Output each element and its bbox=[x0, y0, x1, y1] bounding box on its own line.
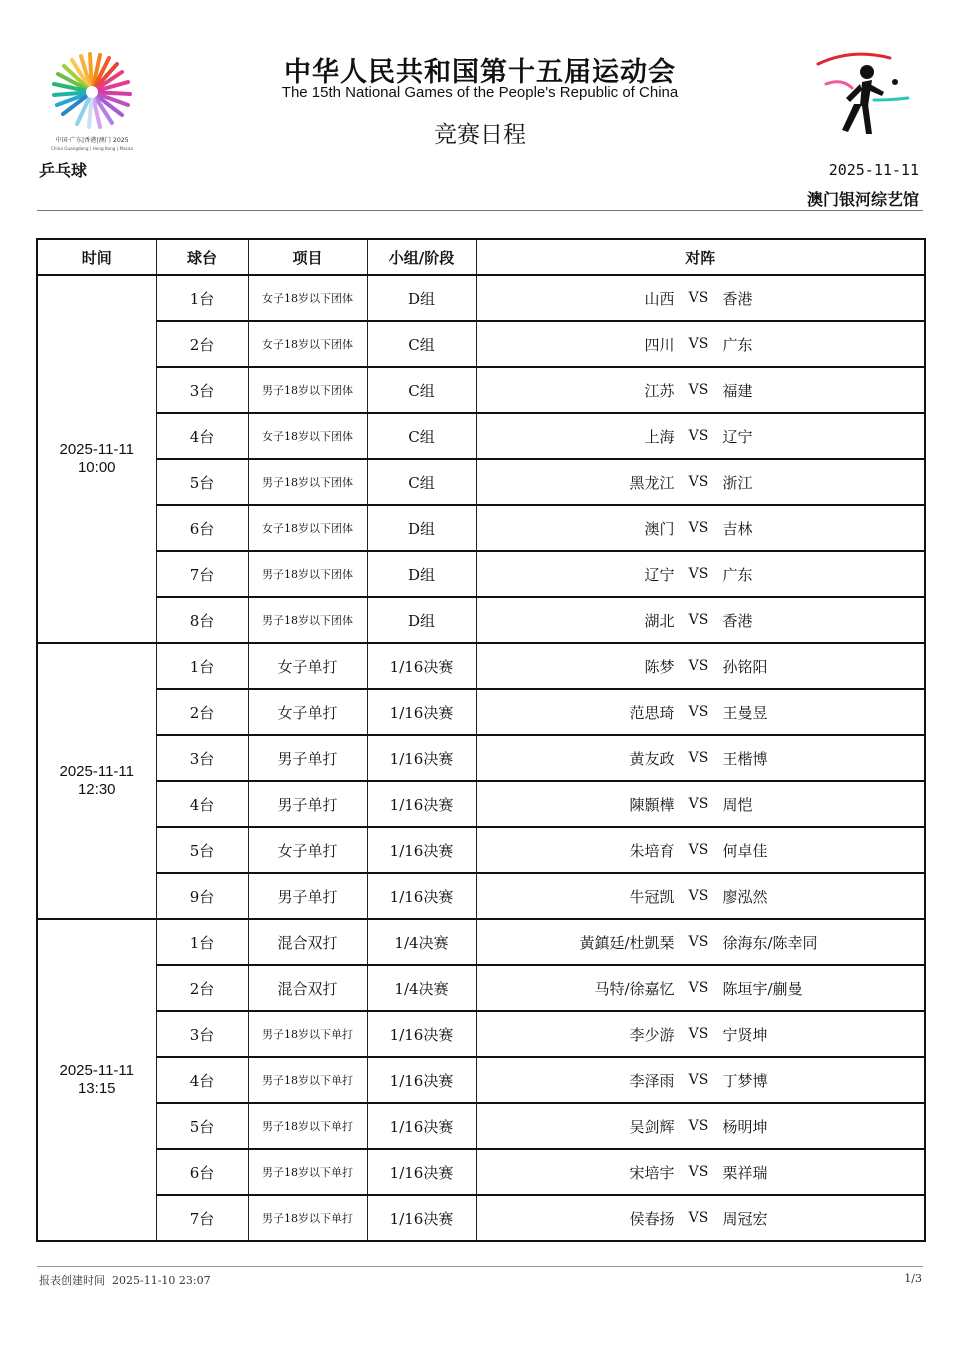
matchup bbox=[476, 873, 925, 919]
player-2: 福建 bbox=[722, 381, 753, 400]
vs-label: VS bbox=[688, 888, 709, 904]
event-name: 男子18岁以下单打 bbox=[248, 1103, 367, 1149]
report-created-label: 报表创建时间 bbox=[39, 1274, 105, 1287]
table-number: 5台 bbox=[156, 459, 248, 505]
report-created bbox=[39, 1272, 211, 1288]
event-name: 男子18岁以下单打 bbox=[248, 1195, 367, 1241]
stage-name: C组 bbox=[367, 367, 476, 413]
event-name: 女子18岁以下团体 bbox=[248, 275, 367, 321]
player-2: 王曼昱 bbox=[722, 703, 768, 722]
matchup-line bbox=[477, 748, 925, 769]
vs-label: VS bbox=[688, 658, 709, 674]
table-row bbox=[37, 505, 925, 551]
player-2: 香港 bbox=[722, 289, 753, 308]
matchup bbox=[476, 827, 925, 873]
matchup bbox=[476, 275, 925, 321]
event-name: 女子18岁以下团体 bbox=[248, 413, 367, 459]
stage-name: 1/16决赛 bbox=[367, 735, 476, 781]
session-date: 2025-11-11 bbox=[59, 441, 134, 458]
matchup bbox=[476, 505, 925, 551]
table-row bbox=[37, 781, 925, 827]
matchup-line bbox=[477, 794, 925, 815]
vs-label: VS bbox=[688, 382, 709, 398]
stage-name: 1/4决赛 bbox=[367, 919, 476, 965]
event-name: 女子单打 bbox=[248, 643, 367, 689]
vs-label: VS bbox=[688, 1026, 709, 1042]
player-2: 陈垣宇/蒯曼 bbox=[722, 979, 803, 998]
event-name: 女子单打 bbox=[248, 827, 367, 873]
event-name: 男子18岁以下团体 bbox=[248, 367, 367, 413]
matchup-line bbox=[477, 1116, 925, 1137]
table-row bbox=[37, 919, 925, 965]
event-name: 男子18岁以下单打 bbox=[248, 1011, 367, 1057]
table-row bbox=[37, 1057, 925, 1103]
player-2: 栗祥瑞 bbox=[722, 1163, 768, 1182]
table-row bbox=[37, 735, 925, 781]
table-number: 5台 bbox=[156, 827, 248, 873]
stage-name: 1/16决赛 bbox=[367, 1057, 476, 1103]
player-2: 香港 bbox=[722, 611, 753, 630]
stage-name: D组 bbox=[367, 551, 476, 597]
player-1: 陈梦 bbox=[644, 657, 675, 676]
event-name: 混合双打 bbox=[248, 965, 367, 1011]
header-divider bbox=[37, 210, 923, 211]
stage-name: 1/16决赛 bbox=[367, 1011, 476, 1057]
event-name: 混合双打 bbox=[248, 919, 367, 965]
vs-label: VS bbox=[688, 704, 709, 720]
player-2: 徐海东/陈幸同 bbox=[722, 933, 818, 952]
matchup bbox=[476, 597, 925, 643]
matchup bbox=[476, 643, 925, 689]
session-date: 2025-11-11 bbox=[59, 763, 134, 780]
matchup-line bbox=[477, 1208, 925, 1229]
vs-label: VS bbox=[688, 474, 709, 490]
stage-name: C组 bbox=[367, 321, 476, 367]
matchup bbox=[476, 781, 925, 827]
table-number: 2台 bbox=[156, 965, 248, 1011]
col-header-table: 球台 bbox=[156, 239, 248, 275]
matchup-line bbox=[477, 334, 925, 355]
player-1: 陳顥樺 bbox=[629, 795, 675, 814]
player-2: 丁梦博 bbox=[722, 1071, 768, 1090]
table-row bbox=[37, 367, 925, 413]
matchup bbox=[476, 965, 925, 1011]
vs-label: VS bbox=[688, 336, 709, 352]
table-tennis-pictogram-icon bbox=[812, 48, 916, 140]
table-row bbox=[37, 1011, 925, 1057]
vs-label: VS bbox=[688, 428, 709, 444]
vs-label: VS bbox=[688, 980, 709, 996]
event-name: 男子18岁以下团体 bbox=[248, 551, 367, 597]
table-number: 1台 bbox=[156, 275, 248, 321]
player-2: 王楷博 bbox=[722, 749, 768, 768]
stage-name: D组 bbox=[367, 597, 476, 643]
table-row bbox=[37, 1103, 925, 1149]
vs-label: VS bbox=[688, 612, 709, 628]
player-1: 马特/徐嘉忆 bbox=[594, 979, 675, 998]
stage-name: C组 bbox=[367, 459, 476, 505]
player-2: 辽宁 bbox=[722, 427, 753, 446]
table-number: 2台 bbox=[156, 689, 248, 735]
player-1: 山西 bbox=[644, 289, 675, 308]
player-1: 黃鎮廷/杜凱琹 bbox=[579, 933, 675, 952]
table-number: 9台 bbox=[156, 873, 248, 919]
table-number: 2台 bbox=[156, 321, 248, 367]
table-number: 1台 bbox=[156, 919, 248, 965]
table-row bbox=[37, 1149, 925, 1195]
player-1: 江苏 bbox=[644, 381, 675, 400]
vs-label: VS bbox=[688, 934, 709, 950]
col-header-event: 项目 bbox=[248, 239, 367, 275]
event-name: 男子单打 bbox=[248, 781, 367, 827]
matchup-line bbox=[477, 656, 925, 677]
sport-name: 乒乓球 bbox=[39, 161, 88, 180]
player-2: 杨明坤 bbox=[722, 1117, 768, 1136]
stage-name: 1/16决赛 bbox=[367, 1195, 476, 1241]
matchup-line bbox=[477, 426, 925, 447]
player-2: 广东 bbox=[722, 565, 753, 584]
player-2: 宁贤坤 bbox=[722, 1025, 768, 1044]
player-1: 四川 bbox=[644, 335, 675, 354]
vs-label: VS bbox=[688, 842, 709, 858]
table-number: 6台 bbox=[156, 505, 248, 551]
event-name: 男子单打 bbox=[248, 873, 367, 919]
matchup bbox=[476, 689, 925, 735]
vs-label: VS bbox=[688, 750, 709, 766]
event-name: 女子18岁以下团体 bbox=[248, 505, 367, 551]
player-1: 范思琦 bbox=[629, 703, 675, 722]
event-name: 男子18岁以下团体 bbox=[248, 597, 367, 643]
table-row bbox=[37, 551, 925, 597]
event-name: 女子18岁以下团体 bbox=[248, 321, 367, 367]
player-2: 吉林 bbox=[722, 519, 753, 538]
games-title-cn: 中华人民共和国第十五届运动会 bbox=[284, 57, 676, 88]
player-1: 黄友政 bbox=[629, 749, 675, 768]
event-name: 男子18岁以下单打 bbox=[248, 1057, 367, 1103]
table-row bbox=[37, 459, 925, 505]
stage-name: 1/16决赛 bbox=[367, 873, 476, 919]
col-header-matchup: 对阵 bbox=[476, 239, 925, 275]
player-1: 李泽雨 bbox=[629, 1071, 675, 1090]
table-row bbox=[37, 873, 925, 919]
session-clock: 10:00 bbox=[77, 459, 116, 476]
event-name: 女子单打 bbox=[248, 689, 367, 735]
table-header-row bbox=[37, 239, 925, 275]
session-time bbox=[37, 275, 156, 643]
matchup-line bbox=[477, 518, 925, 539]
player-2: 廖泓然 bbox=[722, 887, 768, 906]
player-1: 朱培育 bbox=[629, 841, 675, 860]
player-1: 黑龙江 bbox=[629, 473, 675, 492]
matchup bbox=[476, 551, 925, 597]
vs-label: VS bbox=[688, 1118, 709, 1134]
matchup-line bbox=[477, 840, 925, 861]
matchup-line bbox=[477, 702, 925, 723]
stage-name: 1/16决赛 bbox=[367, 1103, 476, 1149]
matchup bbox=[476, 367, 925, 413]
player-2: 周恺 bbox=[722, 795, 753, 814]
matchup-line bbox=[477, 1162, 925, 1183]
matchup-line bbox=[477, 380, 925, 401]
table-row bbox=[37, 1195, 925, 1241]
player-2: 浙江 bbox=[722, 473, 753, 492]
table-number: 6台 bbox=[156, 1149, 248, 1195]
matchup-line bbox=[477, 472, 925, 493]
schedule-date: 2025-11-11 bbox=[828, 161, 919, 179]
matchup-line bbox=[477, 288, 925, 309]
stage-name: D组 bbox=[367, 505, 476, 551]
vs-label: VS bbox=[688, 796, 709, 812]
matchup bbox=[476, 1149, 925, 1195]
games-title-en: The 15th National Games of the People's Republic of China bbox=[281, 84, 679, 101]
player-1: 宋培宇 bbox=[629, 1163, 675, 1182]
player-1: 湖北 bbox=[644, 611, 675, 630]
logo-text-line2: China Guangdong | Hong Kong | Macao bbox=[50, 146, 134, 151]
page-number: 1/3 bbox=[904, 1272, 922, 1285]
player-1: 辽宁 bbox=[644, 565, 675, 584]
table-row bbox=[37, 413, 925, 459]
page-title: 竞赛日程 bbox=[434, 122, 526, 148]
table-number: 4台 bbox=[156, 413, 248, 459]
player-2: 孙铭阳 bbox=[722, 657, 768, 676]
table-number: 3台 bbox=[156, 735, 248, 781]
vs-label: VS bbox=[688, 566, 709, 582]
table-number: 7台 bbox=[156, 1195, 248, 1241]
report-created-time: 2025-11-10 23:07 bbox=[112, 1274, 211, 1287]
player-1: 侯春扬 bbox=[629, 1209, 675, 1228]
session-time bbox=[37, 919, 156, 1241]
matchup bbox=[476, 1011, 925, 1057]
stage-name: 1/4决赛 bbox=[367, 965, 476, 1011]
table-row bbox=[37, 965, 925, 1011]
vs-label: VS bbox=[688, 290, 709, 306]
vs-label: VS bbox=[688, 1210, 709, 1226]
logo-text-line1: 中国·广东|香港|澳门 2025 bbox=[55, 137, 129, 144]
footer-divider bbox=[37, 1266, 923, 1267]
col-header-time: 时间 bbox=[37, 239, 156, 275]
stage-name: D组 bbox=[367, 275, 476, 321]
matchup bbox=[476, 919, 925, 965]
player-2: 周冠宏 bbox=[722, 1209, 768, 1228]
table-number: 5台 bbox=[156, 1103, 248, 1149]
session-clock: 12:30 bbox=[77, 781, 116, 798]
event-name: 男子18岁以下单打 bbox=[248, 1149, 367, 1195]
games-logo bbox=[40, 34, 146, 154]
matchup-line bbox=[477, 610, 925, 631]
player-1: 上海 bbox=[644, 427, 675, 446]
table-row bbox=[37, 321, 925, 367]
table-row bbox=[37, 597, 925, 643]
col-header-stage: 小组/阶段 bbox=[367, 239, 476, 275]
stage-name: 1/16决赛 bbox=[367, 781, 476, 827]
table-number: 8台 bbox=[156, 597, 248, 643]
stage-name: 1/16决赛 bbox=[367, 689, 476, 735]
table-number: 7台 bbox=[156, 551, 248, 597]
session-clock: 13:15 bbox=[77, 1080, 116, 1097]
table-row bbox=[37, 689, 925, 735]
session-time bbox=[37, 643, 156, 919]
matchup-line bbox=[477, 932, 925, 953]
venue-name: 澳门银河综艺馆 bbox=[806, 190, 919, 209]
matchup bbox=[476, 735, 925, 781]
table-number: 3台 bbox=[156, 367, 248, 413]
matchup-line bbox=[477, 564, 925, 585]
matchup bbox=[476, 321, 925, 367]
stage-name: 1/16决赛 bbox=[367, 827, 476, 873]
player-1: 李少游 bbox=[629, 1025, 675, 1044]
matchup bbox=[476, 1195, 925, 1241]
matchup bbox=[476, 1103, 925, 1149]
event-name: 男子单打 bbox=[248, 735, 367, 781]
player-1: 吴剑辉 bbox=[629, 1117, 675, 1136]
session-date: 2025-11-11 bbox=[59, 1062, 134, 1079]
vs-label: VS bbox=[688, 520, 709, 536]
table-row bbox=[37, 643, 925, 689]
schedule-table bbox=[36, 238, 926, 1242]
table-number: 1台 bbox=[156, 643, 248, 689]
vs-label: VS bbox=[688, 1072, 709, 1088]
table-number: 3台 bbox=[156, 1011, 248, 1057]
stage-name: C组 bbox=[367, 413, 476, 459]
table-row bbox=[37, 827, 925, 873]
matchup bbox=[476, 1057, 925, 1103]
player-1: 牛冠凯 bbox=[629, 887, 675, 906]
vs-label: VS bbox=[688, 1164, 709, 1180]
table-number: 4台 bbox=[156, 781, 248, 827]
table-number: 4台 bbox=[156, 1057, 248, 1103]
matchup-line bbox=[477, 886, 925, 907]
stage-name: 1/16决赛 bbox=[367, 643, 476, 689]
player-2: 何卓佳 bbox=[722, 841, 768, 860]
matchup-line bbox=[477, 1024, 925, 1045]
event-name: 男子18岁以下团体 bbox=[248, 459, 367, 505]
player-1: 澳门 bbox=[644, 519, 675, 538]
player-2: 广东 bbox=[722, 335, 753, 354]
matchup bbox=[476, 459, 925, 505]
table-row bbox=[37, 275, 925, 321]
matchup-line bbox=[477, 978, 925, 999]
stage-name: 1/16决赛 bbox=[367, 1149, 476, 1195]
matchup bbox=[476, 413, 925, 459]
matchup-line bbox=[477, 1070, 925, 1091]
